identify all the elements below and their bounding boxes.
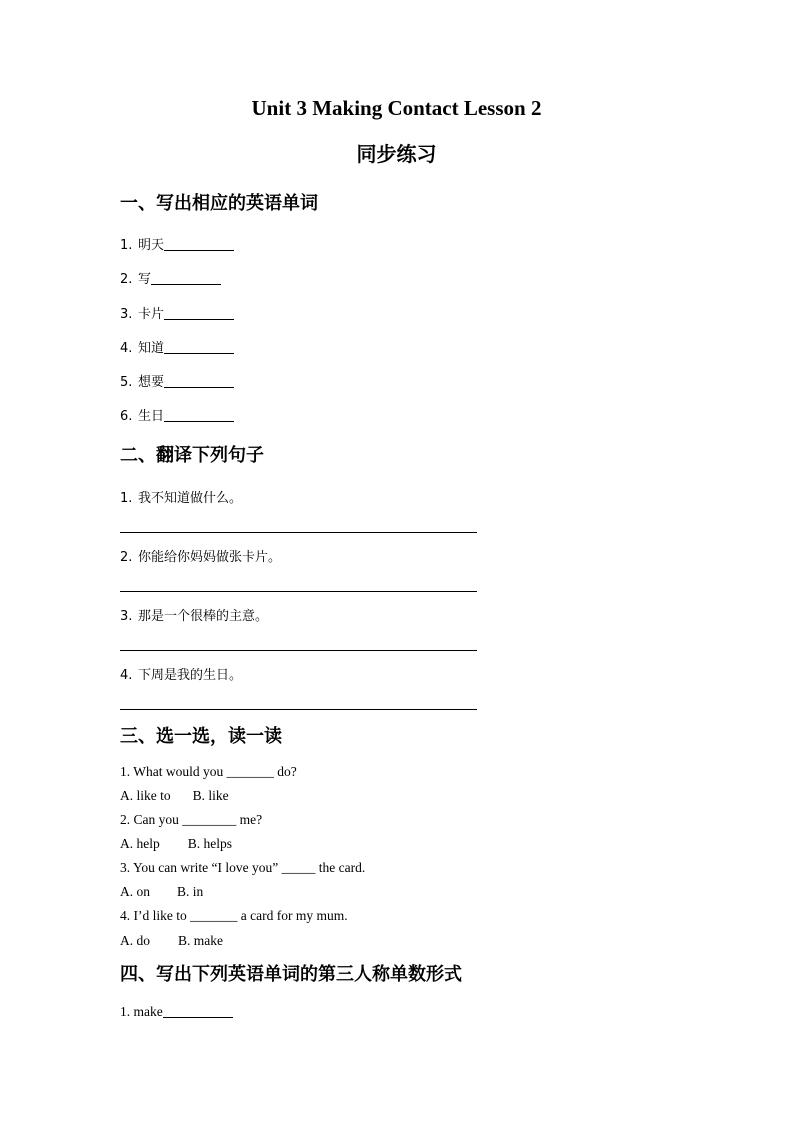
answer-blank[interactable] [164,237,234,251]
sentence-text: 你能给你妈妈做张卡片。 [138,550,282,565]
section1-item [120,405,234,424]
answer-blank[interactable] [164,374,234,388]
document-subtitle: 同步练习 [356,142,437,166]
section2-heading: 二、翻译下列句子 [120,445,264,466]
question-options [120,933,223,949]
section1-item [120,268,221,287]
item-number: 4. [120,668,133,683]
item-number: 1. [120,491,133,506]
option-a[interactable]: A. help [120,836,160,851]
item-word: 卡片 [138,307,165,322]
item-number: 4. [120,341,133,356]
item-number: 3. [120,609,133,624]
item-number: 2. [120,272,133,287]
question-text: 1. What would you _______ do? [120,764,297,779]
option-b[interactable]: B. helps [187,836,233,851]
section2-item [120,546,281,565]
item-word: 生日 [138,409,165,424]
sentence-text: 那是一个很棒的主意。 [138,609,269,624]
section1-item [120,371,234,390]
item-number: 2. [120,550,133,565]
answer-line[interactable] [120,591,477,592]
question-options [120,788,229,804]
answer-line[interactable] [120,532,477,533]
section2-item [120,487,242,506]
item-word: 明天 [138,238,165,253]
answer-blank[interactable] [163,1004,233,1018]
option-a[interactable]: A. like to [120,788,171,803]
section1-item [120,337,234,356]
sentence-text: 我不知道做什么。 [138,491,243,506]
question-options [120,884,203,900]
option-b[interactable]: B. in [177,884,204,899]
item-number: 6. [120,409,133,424]
sentence-text: 下周是我的生日。 [138,668,243,683]
section1-item [120,303,234,322]
section4-item [120,1004,233,1020]
section4-heading: 四、写出下列英语单词的第三人称单数形式 [120,964,462,985]
option-a[interactable]: A. on [120,884,150,899]
section2-item [120,605,268,624]
option-b[interactable]: B. make [178,933,223,948]
answer-line[interactable] [120,709,477,710]
item-number: 5. [120,375,133,390]
section1-heading: 一、写出相应的英语单词 [120,193,318,214]
section3-heading: 三、选一选，读一读 [120,726,282,747]
section2-item [120,664,242,683]
answer-blank[interactable] [164,340,234,354]
question-options [120,836,232,852]
item-number: 1. [120,238,133,253]
question-text: 4. I’d like to _______ a card for my mum. [120,908,348,923]
section1-item [120,234,234,253]
item-word: 写 [138,272,152,287]
question-text: 3. You can write “I love you” _____ the card. [120,860,366,875]
option-a[interactable]: A. do [120,933,150,948]
item-word: 知道 [138,341,165,356]
answer-blank[interactable] [164,306,234,320]
item-word: 想要 [138,375,165,390]
answer-line[interactable] [120,650,477,651]
item-word: 1. make [120,1004,163,1019]
question-text: 2. Can you ________ me? [120,812,263,827]
item-number: 3. [120,307,133,322]
option-b[interactable]: B. like [192,788,229,803]
document-title: Unit 3 Making Contact Lesson 2 [251,96,542,120]
answer-blank[interactable] [164,408,234,422]
answer-blank[interactable] [151,271,221,285]
